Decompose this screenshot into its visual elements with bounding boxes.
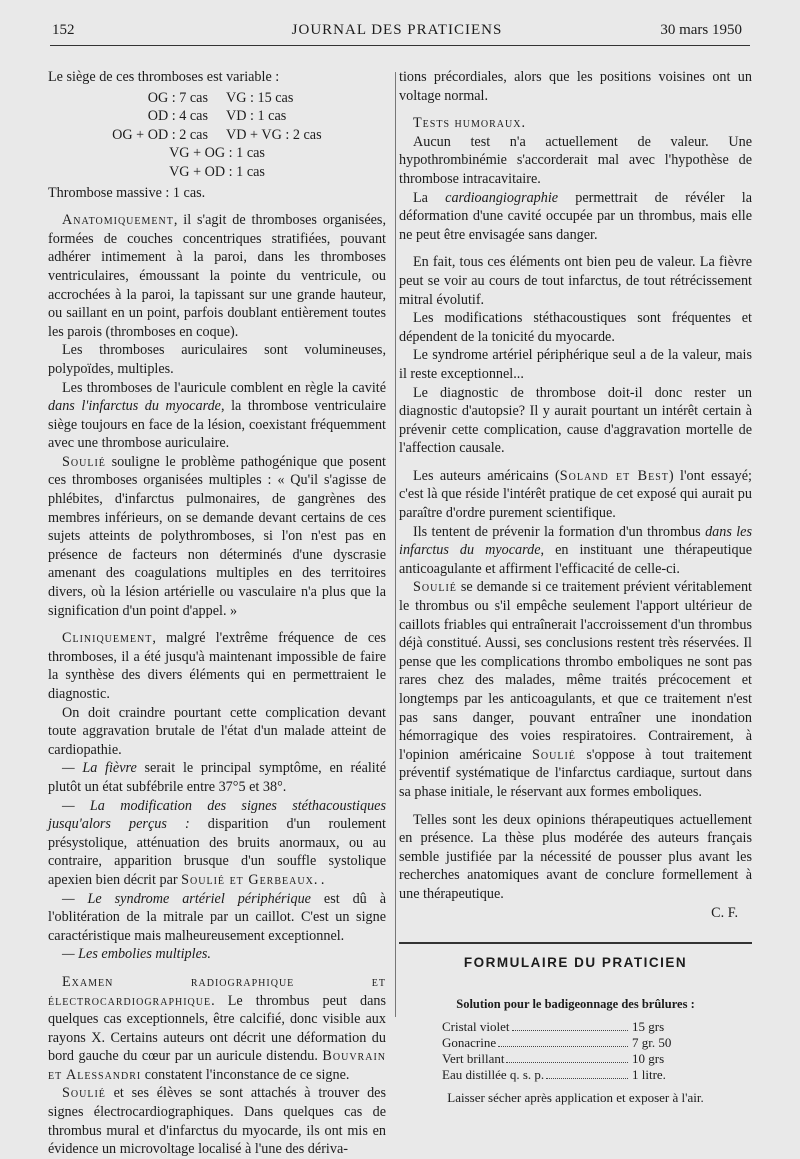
ingredient-row: Cristal violet 15 grs <box>442 1019 665 1035</box>
paragraph: Cliniquement, malgré l'extrême fréquence de ces thromboses, il a été jusqu'à maintenant impossible de faire la synthèse des divers éléments qui en permettraient le diagnostic. <box>48 630 386 702</box>
paragraph: — La modification des signes stéthacoustiques jusqu'alors perçus : disparition d'un roulement présystolique, atténuation des bruits anormaux, ou au contraire, apparition brusque d'un souffle systolique apexien bien décrit par Soulié et Gerbeaux. . <box>48 797 387 888</box>
paragraph: Ils tentent de prévenir la formation d'un thrombus dans les infarctus du myocarde, en instituant une thérapeutique anticoagulante et affirment l'efficacité de celle-ci. <box>399 523 752 577</box>
intro-line: Le siège de ces thromboses est variable : <box>48 69 280 85</box>
paragraph: — La fièvre serait le principal symptôme, en réalité plutôt un état subfébrile entre 37°5 et 38°. <box>48 760 386 795</box>
paragraph: Les thromboses de l'auricule comblent en règle la cavité dans l'infarctus du myocarde, la thrombose ventriculaire siège toujours en face de la lésion, coexistant fréquemment avec une thrombose auriculaire. <box>48 379 386 452</box>
paragraph: — Les embolies multiples. <box>62 946 211 963</box>
paragraph: Telles sont les deux opinions thérapeutiques actuellement en présence. La thèse plus modérée des auteurs français semble justifiée par la nécessité de pousser plus avant les recherches anatomiques avant de conclure formellement à une thérapeutique. <box>399 811 752 902</box>
formulaire-title: FORMULAIRE DU PRATICIEN <box>463 955 688 971</box>
page-number: 152 <box>52 22 75 38</box>
paragraph: Anatomiquement, il s'agit de thromboses organisées, formées de couches concentriques stratifiées, pouvant adhérer intimement à la paroi, dans les thromboses ventriculaires, émoussant la pointe du ventricule, ou accrochées à la paroi, la tapissant sur une grande hauteur, ou saillant en un point, parfois doublant entièrement toutes les parois (thromboses en coque). <box>48 212 386 340</box>
paragraph: Le syndrome artériel périphérique seul a de la valeur, mais il reste exceptionnel... <box>399 347 752 382</box>
ingredient-row: Eau distillée q. s. p. 1 litre. <box>442 1067 666 1083</box>
table-row: OG + OD : 2 cas VD + VG : 2 cas <box>112 126 322 143</box>
page-header <box>52 22 742 44</box>
paragraph: — Le syndrome artériel périphérique est dû à l'oblitération de la mitrale par un caillot. C'est un signe caractéristique mais malheureusement exceptionnel. <box>48 890 387 944</box>
paragraph: Le diagnostic de thrombose doit-il donc rester un diagnostic d'autopsie? Il y aurait pourtant un intérêt certain à prévenir cette complication, cause d'aggravation mortelle de l'affection causale. <box>399 384 752 457</box>
paragraph: En fait, tous ces éléments ont bien peu de valeur. La fièvre peut se voir au cours de tout infarctus, de tout rétrécissement mitral évolutif. <box>399 254 752 308</box>
table-row: VG + OG : 1 cas <box>169 145 265 162</box>
paragraph: On doit craindre pourtant cette complication devant toute aggravation brutale de l'état d'un malade atteint de cardiopathie. <box>48 704 386 758</box>
issue-date: 30 mars 1950 <box>660 22 742 38</box>
paragraph: Les modifications stéthacoustiques sont fréquentes et dépendent de la tonicité du myocarde. <box>399 310 752 345</box>
formulaire-footer: Laisser sécher après application et exposer à l'air. <box>447 1090 704 1106</box>
section-label: Tests humoraux. <box>413 115 526 132</box>
formulaire-subtitle: Solution pour le badigeonnage des brûlures : <box>456 996 695 1011</box>
paragraph: Soulié souligne le problème pathogénique que posent ces thromboses organisées multiples : « Qu'il s'agisse de phlébites, d'infarctus pulmonaires, de gangrènes des membres inférieurs, on se demande devant certains de ces sujets atteints de polythromboses, si l'on n'est pas en présence de facteurs non déterminés d'une dyscrasie amenant des coagulations multiples en des territoires divers, où la lésion artérielle ou vasculaire n'a plus que la signification d'un point d'appel. » <box>48 453 386 619</box>
left-column <box>48 68 386 1159</box>
paragraph: Les auteurs américains (Soland et Best) l'ont essayé; c'est là que réside l'intérêt pratique de cet exposé qui aurait pu paraître d'ordre purement scientifique. <box>399 467 752 522</box>
paragraph: Examen radiographique et électrocardiographique. Le thrombus peut dans quelques cas exceptionnels, être calcifié, donc visible aux rayons X. Certains auteurs ont décrit une déformation du bord gauche du cœur par un auricule distendu. Bouvrain et Alessandri constatent l'inconstance de ce signe. <box>48 973 386 1083</box>
formulaire-box <box>399 942 752 1108</box>
signature: C. F. <box>711 904 738 921</box>
ingredient-row: Vert brillant 10 grs <box>442 1051 665 1067</box>
header-rule <box>50 45 750 46</box>
table-row: VG + OD : 1 cas <box>169 163 265 180</box>
paragraph: Aucun test n'a actuellement de valeur. Une hypothrombinémie s'accorderait mal avec l'hypothèse de thrombose intracavitaire. <box>399 133 752 187</box>
massive-line: Thrombose massive : 1 cas. <box>48 184 206 201</box>
column-divider <box>395 72 396 1017</box>
paragraph: La cardioangiographie permettrait de révéler la déformation d'une cavité occupée par un thrombus, mais elle ne peut être envisagée sans danger. <box>399 189 753 243</box>
paragraph: Soulié et ses élèves se sont attachés à trouver des signes électrocardiographiques. Dans quelques cas de thrombus mural et d'infarctus du myocarde, ils ont mis en évidence un microvoltage localisé à l'une des dériva- <box>48 1085 386 1158</box>
thrombosis-site-table <box>48 89 386 182</box>
ingredient-row: Gonacrine 7 gr. 50 <box>442 1035 672 1051</box>
table-row: OG : 7 cas VG : 15 cas <box>147 89 294 106</box>
table-row: OD : 4 cas VD : 1 cas <box>147 108 287 125</box>
right-column <box>399 68 752 1108</box>
paragraph: Soulié se demande si ce traitement prévient véritablement le thrombus ou s'il empêche seulement l'apport ultérieur de caillots friables qui entraînerait l'accroissement d'un thrombus déjà constitué. Aussi, ses conclusions restent très réservées. Il pense que les complications thrombo emboliques ne sont pas rares chez des malades, même traités précocement et longtemps par les anticoagulants, et que ce traitement n'est pas sans danger, pouvant entraîner une inondation hémorragique des voies respiratoires. Contrairement, à l'opinion américaine Soulié s'oppose à tout traitement préventif systématique de l'infarctus cardiaque, surtout dans sa phase initiale, le réservant aux formes emboliques. <box>399 579 752 800</box>
paragraph: Les thromboses auriculaires sont volumineuses, polypoïdes, multiples. <box>48 342 386 377</box>
journal-title: JOURNAL DES PRATICIENS <box>291 22 503 38</box>
paragraph: tions précordiales, alors que les positions voisines ont un voltage normal. <box>399 69 752 104</box>
